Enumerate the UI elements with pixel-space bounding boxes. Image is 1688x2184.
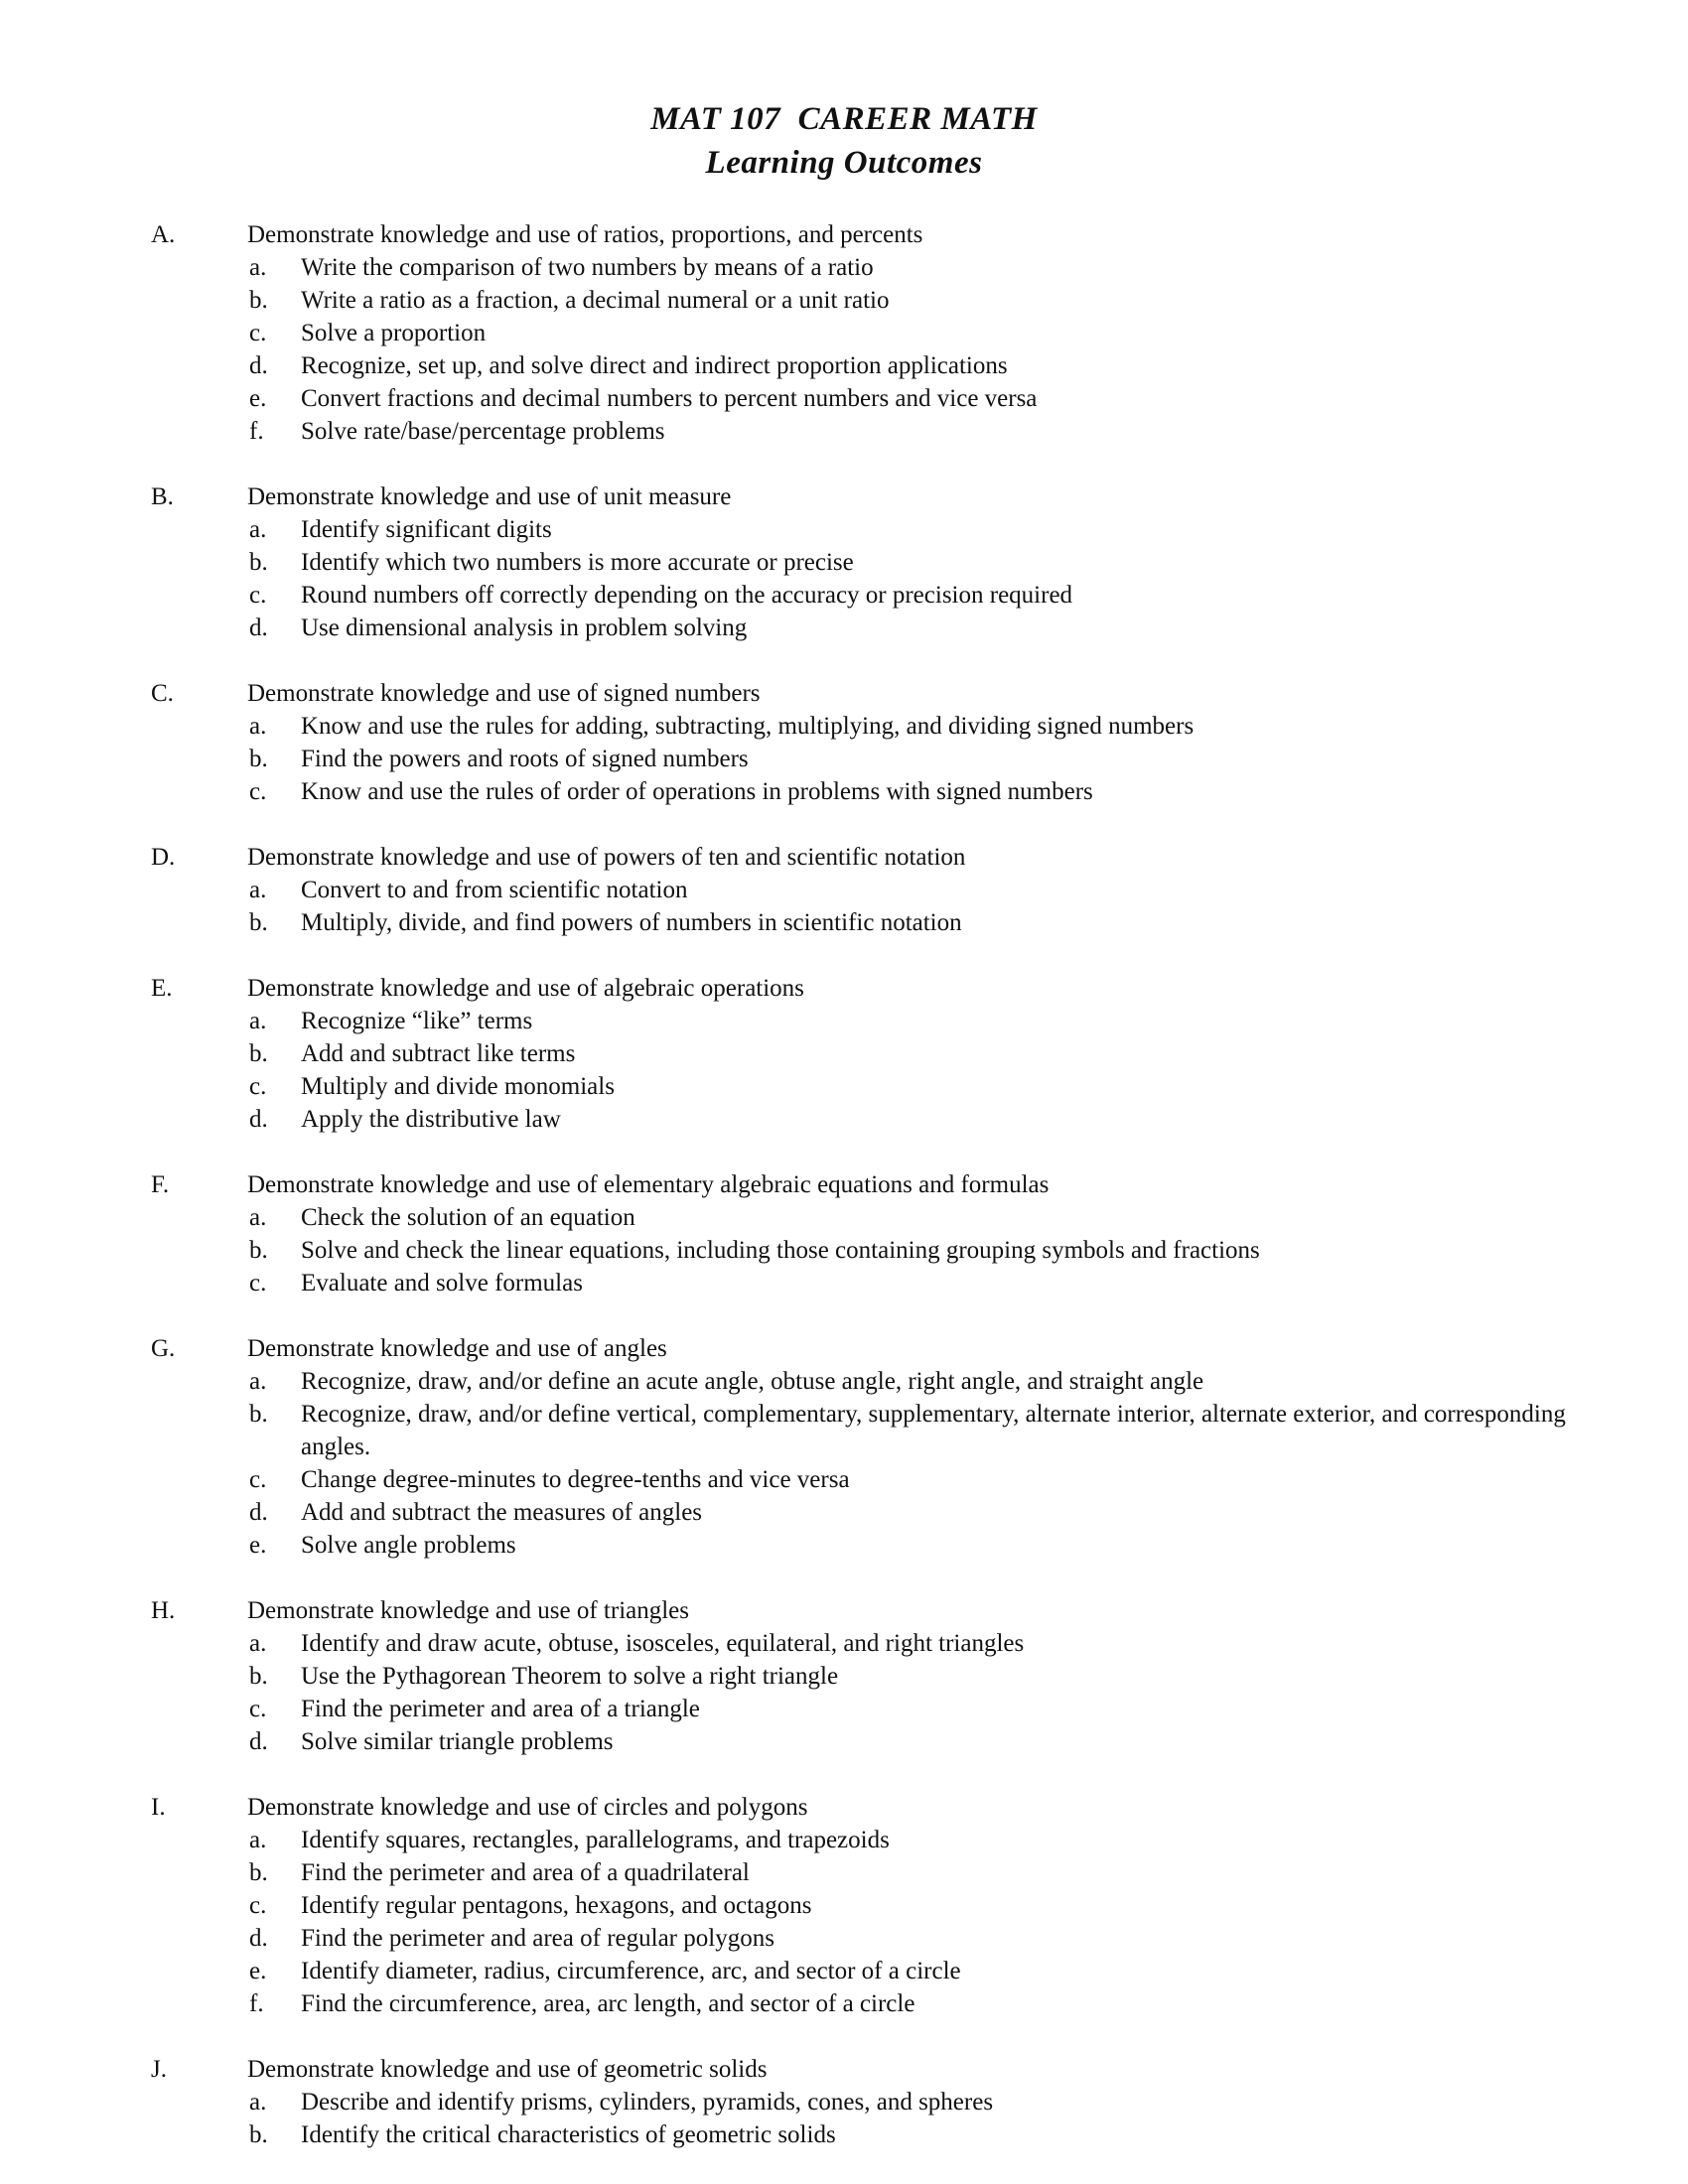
outcome-item: [249, 1496, 1611, 1529]
item-text: Add and subtract the measures of angles: [301, 1499, 703, 1526]
section-label: I.: [151, 1794, 166, 1821]
outcome-item: [249, 1070, 1611, 1103]
item-label: c.: [249, 1892, 267, 1919]
item-label: e.: [249, 1958, 267, 1984]
outcome-item: [249, 546, 1611, 579]
section-items: [249, 1201, 1611, 1299]
item-text: Find the circumference, area, arc length, and sector of a circle: [301, 1990, 915, 2017]
item-label: a.: [249, 1630, 267, 1657]
section-heading-row: [151, 1791, 1611, 1824]
item-label: c.: [249, 1466, 267, 1493]
item-label: a.: [249, 2089, 267, 2116]
section-items: [249, 2086, 1611, 2151]
item-label: d.: [249, 614, 268, 641]
item-text: Find the perimeter and area of a triangle: [301, 1696, 700, 1722]
item-label: c.: [249, 1073, 267, 1100]
outcome-item: [249, 874, 1611, 906]
item-label: b.: [249, 1040, 268, 1067]
item-label: a.: [249, 516, 267, 543]
outcome-item: [249, 251, 1611, 284]
section-label: H.: [151, 1597, 176, 1624]
outcome-item: [249, 612, 1611, 644]
outcome-item: [249, 743, 1611, 775]
outcome-item: [249, 1824, 1611, 1856]
item-label: a.: [249, 254, 267, 281]
outcome-item: [249, 710, 1611, 743]
outcome-item: [249, 382, 1611, 415]
item-text: Know and use the rules for adding, subtracting, multiplying, and dividing signed numbers: [301, 713, 1195, 740]
item-label: d.: [249, 1499, 268, 1526]
outcome-item: [249, 1267, 1611, 1299]
item-text: Identify which two numbers is more accurate or precise: [301, 549, 854, 576]
section-items: [249, 1365, 1611, 1562]
section-items: [249, 1005, 1611, 1136]
outcome-section: [151, 1594, 1611, 1758]
item-text: Add and subtract like terms: [301, 1040, 576, 1067]
outcome-item: [249, 906, 1611, 939]
outcome-item: [249, 415, 1611, 448]
document-subtitle: Learning Outcomes: [705, 145, 983, 181]
outcome-item: [249, 1987, 1611, 2020]
section-heading-text: Demonstrate knowledge and use of signed numbers: [247, 680, 761, 707]
item-label: b.: [249, 2121, 268, 2148]
section-heading-row: [151, 972, 1611, 1005]
section-heading-text: Demonstrate knowledge and use of elementary algebraic equations and formulas: [247, 1171, 1050, 1198]
item-text: Write the comparison of two numbers by means of a ratio: [301, 254, 874, 281]
outcome-item: [249, 1365, 1611, 1398]
item-label: a.: [249, 1368, 267, 1395]
item-text: Solve a proportion: [301, 320, 487, 346]
outcome-item: [249, 1922, 1611, 1955]
outcome-item: [249, 1725, 1611, 1758]
section-label: G.: [151, 1335, 176, 1362]
outcome-section: [151, 841, 1611, 939]
item-label: c.: [249, 320, 267, 346]
section-heading-row: [151, 1168, 1611, 1201]
item-label: a.: [249, 1827, 267, 1853]
outcome-section: [151, 480, 1611, 644]
outcome-item: [249, 1660, 1611, 1693]
outcome-section: [151, 1791, 1611, 2020]
section-heading-text: Demonstrate knowledge and use of powers of ten and scientific notation: [247, 844, 966, 871]
outcome-item: [249, 284, 1611, 317]
item-label: d.: [249, 1106, 268, 1133]
outcome-item: [249, 2118, 1611, 2151]
item-text: Identify the critical characteristics of geometric solids: [301, 2121, 836, 2148]
item-text: Multiply, divide, and find powers of numbers in scientific notation: [301, 909, 962, 936]
course-title: MAT 107 CAREER MATH: [650, 101, 1038, 137]
outcome-section: [151, 218, 1611, 448]
document-header: [0, 0, 1688, 185]
outcome-item: [249, 1201, 1611, 1234]
section-label: A.: [151, 221, 176, 248]
item-text: Recognize, draw, and/or define an acute angle, obtuse angle, right angle, and straight angle: [301, 1368, 1204, 1395]
section-heading-row: [151, 2053, 1611, 2086]
item-text: Find the perimeter and area of a quadrilateral: [301, 1859, 750, 1886]
item-label: b.: [249, 1663, 268, 1690]
section-heading-text: Demonstrate knowledge and use of geometric solids: [247, 2056, 768, 2083]
section-heading-text: Demonstrate knowledge and use of unit measure: [247, 483, 732, 510]
item-label: c.: [249, 582, 267, 609]
item-text: Evaluate and solve formulas: [301, 1270, 583, 1297]
item-text: Find the powers and roots of signed numbers: [301, 746, 749, 772]
item-label: e.: [249, 385, 267, 412]
item-text: Recognize “like” terms: [301, 1008, 533, 1034]
item-label: c.: [249, 778, 267, 805]
section-heading-text: Demonstrate knowledge and use of circles and polygons: [247, 1794, 808, 1821]
outcome-section: [151, 972, 1611, 1136]
item-text: Solve rate/base/percentage problems: [301, 418, 665, 445]
outcome-item: [249, 1005, 1611, 1037]
section-label: J.: [151, 2056, 167, 2083]
outcome-item: [249, 1398, 1611, 1463]
section-label: B.: [151, 483, 174, 510]
outcome-item: [249, 1889, 1611, 1922]
outcomes-list: [0, 218, 1688, 2151]
item-text: Write a ratio as a fraction, a decimal numeral or a unit ratio: [301, 287, 890, 314]
outcome-item: [249, 1955, 1611, 1987]
item-text: Find the perimeter and area of regular polygons: [301, 1925, 774, 1952]
section-heading-row: [151, 218, 1611, 251]
item-text: Round numbers off correctly depending on the accuracy or precision required: [301, 582, 1073, 609]
outcome-item: [249, 1103, 1611, 1136]
outcome-section: [151, 2053, 1611, 2151]
outcome-item: [249, 1234, 1611, 1267]
section-label: C.: [151, 680, 174, 707]
item-text: Identify diameter, radius, circumference, arc, and sector of a circle: [301, 1958, 961, 1984]
item-label: c.: [249, 1696, 267, 1722]
item-label: e.: [249, 1532, 267, 1559]
item-label: b.: [249, 1859, 268, 1886]
item-label: d.: [249, 352, 268, 379]
outcome-item: [249, 317, 1611, 349]
item-label: b.: [249, 746, 268, 772]
section-heading-text: Demonstrate knowledge and use of triangles: [247, 1597, 690, 1624]
item-text: Identify regular pentagons, hexagons, and octagons: [301, 1892, 812, 1919]
outcome-item: [249, 1037, 1611, 1070]
section-heading-text: Demonstrate knowledge and use of algebraic operations: [247, 975, 804, 1002]
item-text: Change degree-minutes to degree-tenths and vice versa: [301, 1466, 850, 1493]
item-label: f.: [249, 1990, 264, 2017]
outcome-item: [249, 1529, 1611, 1562]
outcome-section: [151, 1332, 1611, 1562]
outcome-item: [249, 513, 1611, 546]
item-text: Use dimensional analysis in problem solving: [301, 614, 748, 641]
outcome-item: [249, 1627, 1611, 1660]
item-text: Convert to and from scientific notation: [301, 877, 688, 903]
item-text: Identify significant digits: [301, 516, 552, 543]
section-heading-row: [151, 480, 1611, 513]
section-label: E.: [151, 975, 173, 1002]
section-label: F.: [151, 1171, 170, 1198]
section-heading-row: [151, 677, 1611, 710]
item-label: b.: [249, 1237, 268, 1264]
item-label: c.: [249, 1270, 267, 1297]
item-text: Identify squares, rectangles, parallelograms, and trapezoids: [301, 1827, 890, 1853]
item-text: Convert fractions and decimal numbers to percent numbers and vice versa: [301, 385, 1038, 412]
outcome-section: [151, 1168, 1611, 1299]
outcome-item: [249, 775, 1611, 808]
item-text: Recognize, draw, and/or define vertical, complementary, supplementary, alternate interior, alternate exterior, and corresponding angles.: [301, 1401, 1566, 1460]
outcome-item: [249, 1856, 1611, 1889]
item-text: Recognize, set up, and solve direct and indirect proportion applications: [301, 352, 1008, 379]
item-label: d.: [249, 1728, 268, 1755]
item-text: Use the Pythagorean Theorem to solve a right triangle: [301, 1663, 839, 1690]
outcome-section: [151, 677, 1611, 808]
item-text: Know and use the rules of order of operations in problems with signed numbers: [301, 778, 1093, 805]
section-items: [249, 710, 1611, 808]
section-items: [249, 1627, 1611, 1758]
outcome-item: [249, 1693, 1611, 1725]
section-items: [249, 251, 1611, 448]
section-items: [249, 874, 1611, 939]
item-text: Solve angle problems: [301, 1532, 516, 1559]
item-text: Check the solution of an equation: [301, 1204, 635, 1231]
outcome-item: [249, 1463, 1611, 1496]
item-label: b.: [249, 909, 268, 936]
section-label: D.: [151, 844, 176, 871]
outcome-item: [249, 2086, 1611, 2118]
item-label: a.: [249, 877, 267, 903]
item-label: b.: [249, 1401, 268, 1428]
section-heading-row: [151, 1594, 1611, 1627]
section-heading-text: Demonstrate knowledge and use of angles: [247, 1335, 667, 1362]
item-text: Describe and identify prisms, cylinders, pyramids, cones, and spheres: [301, 2089, 994, 2116]
outcome-item: [249, 579, 1611, 612]
item-text: Identify and draw acute, obtuse, isosceles, equilateral, and right triangles: [301, 1630, 1025, 1657]
outcome-item: [249, 349, 1611, 382]
section-items: [249, 513, 1611, 644]
section-items: [249, 1824, 1611, 2020]
item-label: a.: [249, 1204, 267, 1231]
item-label: d.: [249, 1925, 268, 1952]
item-text: Multiply and divide monomials: [301, 1073, 615, 1100]
section-heading-text: Demonstrate knowledge and use of ratios, proportions, and percents: [247, 221, 923, 248]
section-heading-row: [151, 1332, 1611, 1365]
item-label: a.: [249, 1008, 267, 1034]
item-text: Solve and check the linear equations, including those containing grouping symbols and fractions: [301, 1237, 1260, 1264]
item-text: Solve similar triangle problems: [301, 1728, 614, 1755]
item-label: a.: [249, 713, 267, 740]
item-text: Apply the distributive law: [301, 1106, 561, 1133]
item-label: b.: [249, 549, 268, 576]
section-heading-row: [151, 841, 1611, 874]
item-label: b.: [249, 287, 268, 314]
item-label: f.: [249, 418, 264, 445]
